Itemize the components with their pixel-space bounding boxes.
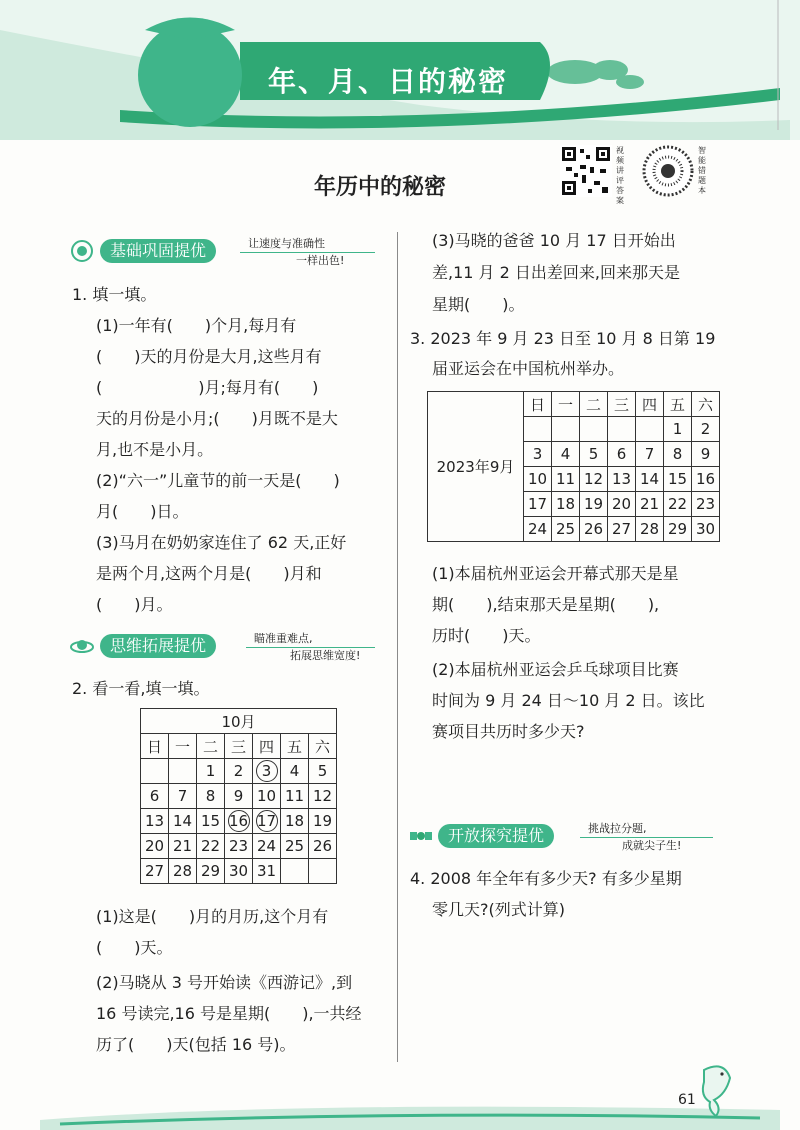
q3-line: 期( ),结束那天是星期( ), (432, 595, 660, 614)
q2-line: (3)马晓的爸爸 10 月 17 日开始出 (432, 231, 676, 250)
chapter-title: 年、月、日的秘密 (268, 65, 509, 98)
q3-line: (2)本届杭州亚运会乒乓球项目比赛 (432, 660, 679, 679)
q3-line: 时间为 9 月 24 日～10 月 2 日。该比 (432, 691, 705, 710)
q1-line: 是两个月,这两个月是( )月和 (96, 564, 322, 583)
q4-line: 零几天?(列式计算) (432, 900, 565, 919)
q1-line: 月,也不是小月。 (96, 440, 214, 459)
calendar-day-cell: 20 (608, 492, 636, 517)
dolphin-icon (696, 1060, 736, 1120)
q1-line: (1)一年有( )个月,每月有 (96, 316, 297, 335)
weekday-header: 二 (580, 392, 608, 417)
calendar-day-cell: 21 (636, 492, 664, 517)
calendar-day-cell: 25 (281, 834, 309, 859)
calendar-day-cell: 19 (309, 809, 337, 834)
circled-date: 17 (256, 812, 277, 830)
calendar-day-cell (309, 859, 337, 884)
calendar-day-cell: 29 (197, 859, 225, 884)
calendar-day-cell: 9 (225, 784, 253, 809)
calendar-day-cell: 2 (692, 417, 720, 442)
calendar-day-cell (281, 859, 309, 884)
calendar-day-cell: 23 (225, 834, 253, 859)
satellite-icon (408, 824, 434, 848)
calendar-day-cell: 30 (692, 517, 720, 542)
q2-line: 16 号读完,16 号是星期( ),一共经 (96, 1004, 362, 1023)
video-qr-code[interactable] (560, 145, 612, 197)
calendar-day-cell: 13 (141, 809, 169, 834)
weekday-header: 二 (197, 734, 225, 759)
circled-date: 3 (256, 760, 278, 782)
calendar-month-title: 10月 (141, 709, 337, 734)
calendar-day-cell: 25 (552, 517, 580, 542)
calendar-day-cell: 2 (225, 759, 253, 784)
calendar-day-cell: 17 (524, 492, 552, 517)
calendar-day-cell: 10 (524, 467, 552, 492)
section-basic-header (70, 237, 380, 265)
target-icon (70, 239, 96, 263)
q4-stem: 4. 2008 年全年有多少天? 有多少星期 (410, 869, 682, 888)
calendar-day-cell: 3 (524, 442, 552, 467)
calendar-day-cell: 27 (141, 859, 169, 884)
calendar-day-cell: 12 (580, 467, 608, 492)
calendar-day-cell: 24 (524, 517, 552, 542)
section-basic-note1: 让速度与准确性 (248, 237, 325, 250)
calendar-day-cell: 11 (281, 784, 309, 809)
calendar-day-cell: 1 (664, 417, 692, 442)
section-basic-label: 基础巩固提优 (100, 239, 216, 263)
calendar-day-cell: 7 (169, 784, 197, 809)
calendar-day-cell: 5 (309, 759, 337, 784)
weekday-header: 日 (141, 734, 169, 759)
column-divider (397, 232, 398, 1062)
calendar-day-cell: 28 (636, 517, 664, 542)
q3-line: 历时( )天。 (432, 626, 541, 645)
calendar-day-cell: 15 (197, 809, 225, 834)
section-open-header (408, 822, 718, 850)
weekday-header: 一 (552, 392, 580, 417)
q2-line: (2)马晓从 3 号开始读《西游记》,到 (96, 973, 353, 992)
video-qr-caption: 视频讲评答案 (616, 146, 624, 205)
q1-stem: 1. 填一填。 (72, 285, 157, 304)
calendar-day-cell (141, 759, 169, 784)
calendar-day-cell: 8 (664, 442, 692, 467)
calendar-month-label: 2023年9月 (428, 392, 524, 542)
planet-icon (70, 634, 96, 658)
calendar-day-cell: 10 (253, 784, 281, 809)
weekday-header: 一 (169, 734, 197, 759)
q3-stem: 3. 2023 年 9 月 23 日至 10 月 8 日第 19 (410, 329, 716, 348)
calendar-day-cell: 21 (169, 834, 197, 859)
calendar-day-cell: 4 (552, 442, 580, 467)
calendar-day-cell: 24 (253, 834, 281, 859)
calendar-day-cell (608, 417, 636, 442)
calendar-day-cell: 6 (608, 442, 636, 467)
calendar-day-cell: 22 (664, 492, 692, 517)
calendar-day-cell (169, 759, 197, 784)
q2-line: 星期( )。 (432, 295, 525, 314)
q1-line: (3)马月在奶奶家连住了 62 天,正好 (96, 533, 347, 552)
calendar-day-cell: 12 (309, 784, 337, 809)
section-open-note2: 成就尖子生! (622, 839, 682, 852)
calendar-day-cell: 20 (141, 834, 169, 859)
weekday-header: 三 (608, 392, 636, 417)
q2-line: ( )天。 (96, 938, 173, 957)
calendar-day-cell (253, 759, 281, 784)
q3-line: 届亚运会在中国杭州举办。 (432, 359, 625, 378)
q3-line: (1)本届杭州亚运会开幕式那天是星 (432, 564, 679, 583)
calendar-day-cell: 6 (141, 784, 169, 809)
weekday-header: 三 (225, 734, 253, 759)
section-thinking-header (70, 632, 380, 660)
weekday-header: 六 (692, 392, 720, 417)
calendar-day-cell: 4 (281, 759, 309, 784)
calendar-day-cell: 13 (608, 467, 636, 492)
q1-line: 天的月份是小月;( )月既不是大 (96, 409, 338, 428)
calendar-day-cell: 9 (692, 442, 720, 467)
calendar-day-cell: 14 (636, 467, 664, 492)
q2-stem: 2. 看一看,填一填。 (72, 679, 210, 698)
page-title: 年历中的秘密 (314, 175, 447, 200)
section-basic-note2: 一样出色! (296, 254, 345, 267)
q2-line: 历了( )天(包括 16 号)。 (96, 1035, 296, 1054)
weekday-header: 日 (524, 392, 552, 417)
q2-line: 差,11 月 2 日出差回来,回来那天是 (432, 263, 680, 282)
calendar-day-cell: 29 (664, 517, 692, 542)
weekday-header: 六 (309, 734, 337, 759)
q1-line: ( )天的月份是大月,这些月有 (96, 347, 322, 366)
calendar-day-cell: 23 (692, 492, 720, 517)
calendar-day-cell: 31 (253, 859, 281, 884)
calendar-day-cell: 18 (281, 809, 309, 834)
calendar-day-cell: 27 (608, 517, 636, 542)
calendar-day-cell: 14 (169, 809, 197, 834)
calendar-day-cell (552, 417, 580, 442)
circled-date: 16 (228, 812, 249, 830)
calendar-day-cell: 8 (197, 784, 225, 809)
october-calendar (140, 708, 337, 884)
calendar-day-cell (580, 417, 608, 442)
calendar-day-cell: 7 (636, 442, 664, 467)
section-thinking-note2: 拓展思维宽度! (290, 649, 361, 662)
q1-line: 月( )日。 (96, 502, 189, 521)
section-thinking-label: 思维拓展提优 (100, 634, 216, 658)
calendar-day-cell: 22 (197, 834, 225, 859)
calendar-day-cell: 18 (552, 492, 580, 517)
page-number: 61 (678, 1092, 696, 1108)
weekday-header: 五 (664, 392, 692, 417)
weekday-header: 四 (253, 734, 281, 759)
calendar-day-cell: 28 (169, 859, 197, 884)
calendar-day-cell: 11 (552, 467, 580, 492)
q1-line: (2)“六一”儿童节的前一天是( ) (96, 471, 340, 490)
section-thinking-note1: 瞄准重难点, (254, 632, 313, 645)
weekday-header: 四 (636, 392, 664, 417)
calendar-day-cell (253, 809, 281, 834)
calendar-day-cell: 19 (580, 492, 608, 517)
weekday-header: 五 (281, 734, 309, 759)
calendar-day-cell (524, 417, 552, 442)
calendar-day-cell: 1 (197, 759, 225, 784)
q1-line: ( )月。 (96, 595, 173, 614)
q1-line: ( )月;每月有( ) (96, 378, 319, 397)
smart-qr-caption: 智能错题本 (698, 146, 706, 195)
smart-qr-code[interactable] (642, 145, 694, 197)
section-open-note1: 挑战拉分题, (588, 822, 647, 835)
calendar-day-cell: 5 (580, 442, 608, 467)
september-calendar (427, 391, 720, 542)
calendar-day-cell: 26 (309, 834, 337, 859)
calendar-day-cell (636, 417, 664, 442)
calendar-day-cell (225, 809, 253, 834)
calendar-day-cell: 15 (664, 467, 692, 492)
section-open-label: 开放探究提优 (438, 824, 554, 848)
calendar-day-cell: 26 (580, 517, 608, 542)
calendar-day-cell: 16 (692, 467, 720, 492)
q3-line: 赛项目共历时多少天? (432, 722, 585, 741)
calendar-day-cell: 30 (225, 859, 253, 884)
q2-line: (1)这是( )月的月历,这个月有 (96, 907, 329, 926)
